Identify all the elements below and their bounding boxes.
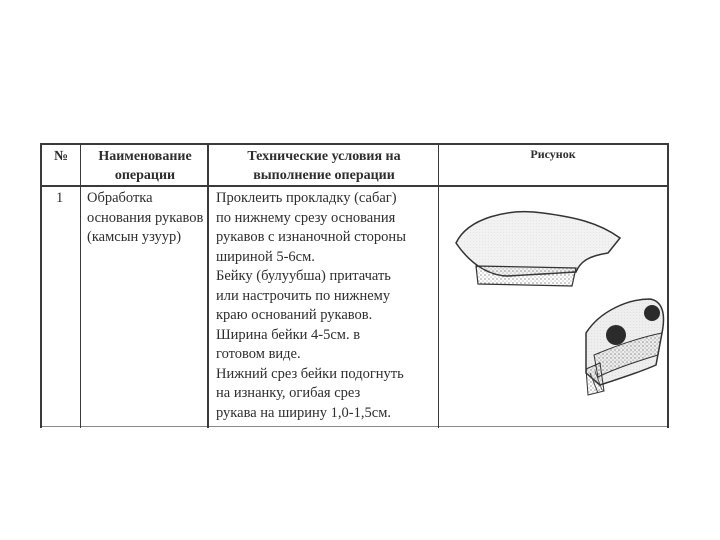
row-number: 1 <box>56 190 64 206</box>
conditions-line: по нижнему срезу основания <box>216 209 396 226</box>
column-divider-3 <box>207 143 209 428</box>
header-figure: Рисунок <box>530 147 576 161</box>
column-divider-4 <box>438 143 439 428</box>
sleeve-binding-drawing <box>578 293 668 401</box>
header-operation-name: Наименование операции <box>98 149 192 183</box>
conditions-line: краю оснований рукавов. <box>216 307 373 323</box>
column-divider-1 <box>40 143 42 428</box>
conditions-line: или настрочить по нижнему <box>216 287 391 304</box>
column-divider-2 <box>80 143 81 428</box>
conditions-line: Нижний срез бейки подогнуть <box>216 365 404 382</box>
row-operation-name: Обработка основания рукавов (камсын узуур) <box>87 190 204 245</box>
header-bottom-border <box>40 185 669 187</box>
conditions-line: рукава на ширину 1,0-1,5см. <box>216 404 391 421</box>
conditions-line: на изнанку, огибая срез <box>216 385 361 401</box>
conditions-line: Бейку (булуубша) притачать <box>216 268 391 284</box>
conditions-line: готовом виде. <box>216 346 301 362</box>
conditions-line: Ширина бейки 4-5см. в <box>216 326 361 343</box>
row-technical-conditions <box>216 189 436 423</box>
conditions-line: шириной 5-6см. <box>216 248 315 265</box>
header-number: № <box>53 149 69 164</box>
conditions-line: Проклеить прокладку (сабаг) <box>216 190 397 206</box>
sleeve-base-drawing <box>448 198 628 298</box>
header-technical-conditions: Технические условия на выполнение операции <box>247 149 401 183</box>
conditions-line: рукавов с изнаночной стороны <box>216 229 406 245</box>
operations-table <box>40 143 669 428</box>
table-bottom-border <box>40 426 669 427</box>
